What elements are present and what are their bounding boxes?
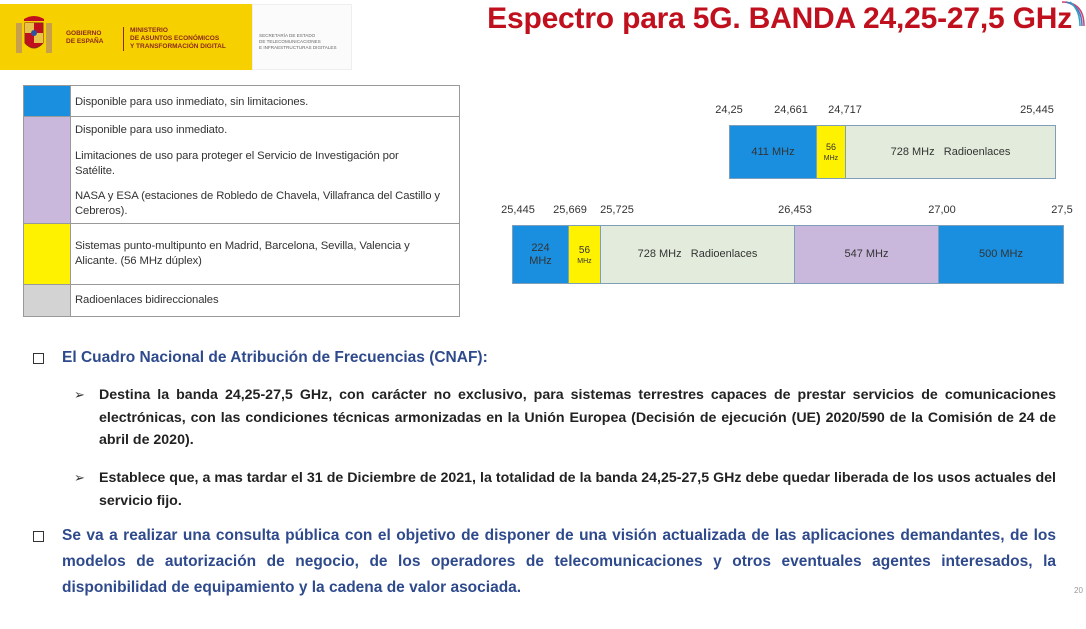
heading-consulta: Se va a realizar una consulta pública con el objetivo de disponer de una visión actualizada de las aplicaciones demandantes, de los modelos de autorización de negocio, de los operadores de telecomunicaciones y otros eventuales agentes interesados, la disponibilidad de equipamiento y la cadena de valor asociada. bbox=[62, 527, 1056, 596]
band2-tick: 25,725 bbox=[600, 204, 634, 216]
page-number: 20 bbox=[1074, 586, 1083, 595]
logo-gov-text bbox=[66, 30, 103, 46]
segment-label: MHz bbox=[823, 155, 839, 162]
legend-text: Disponible para uso inmediato. bbox=[75, 124, 228, 136]
legend-text: Radioenlaces bidireccionales bbox=[75, 294, 219, 306]
logo-ministry-line-3: Y TRANSFORMACIÓN DIGITAL bbox=[130, 43, 226, 50]
band1-tick: 24,25 bbox=[715, 104, 743, 116]
band2-segment-224 bbox=[512, 225, 569, 284]
legend-text: Limitaciones de uso para proteger el Servicio de Investigación por Satélite. bbox=[75, 150, 399, 177]
logo-ministry-line-2: DE ASUNTOS ECONÓMICOS bbox=[130, 35, 220, 42]
page-title: Espectro para 5G. BANDA 24,25-27,5 GHz bbox=[487, 2, 1072, 35]
band2-tick: 25,445 bbox=[501, 204, 535, 216]
legend-row bbox=[24, 285, 459, 316]
segment-label: 56 bbox=[578, 244, 591, 256]
band1-tick: 25,445 bbox=[1020, 104, 1054, 116]
legend-swatch-lilac bbox=[24, 117, 71, 223]
logo-gov-line-2: DE ESPAÑA bbox=[66, 38, 104, 45]
band1-segment-411 bbox=[729, 125, 817, 179]
bullet-paragraph-2: Establece que, a mas tardar el 31 de Diciembre de 2021, la totalidad de la banda 24,25-27,5 GHz debe quedar liberada de los usos actuales del servicio fijo. bbox=[99, 470, 1056, 509]
legend-swatch-blue bbox=[24, 86, 71, 116]
band2-segment-500 bbox=[938, 225, 1064, 284]
band2-tick: 27,5 bbox=[1051, 204, 1073, 216]
band2-tick: 25,669 bbox=[553, 204, 587, 216]
legend-row bbox=[24, 117, 459, 224]
logo-secretaria-panel bbox=[252, 4, 352, 70]
coat-of-arms-icon bbox=[12, 13, 56, 59]
legend-text: NASA y ESA (estaciones de Robledo de Chavela, Villafranca del Castillo y Cebreros). bbox=[75, 190, 440, 217]
band1-segment-728 bbox=[845, 125, 1056, 179]
segment-label: 500 MHz bbox=[978, 248, 1024, 260]
arrow-bullet-icon: ➢ bbox=[74, 387, 85, 402]
band1-tick: 24,717 bbox=[828, 104, 862, 116]
corner-decoration-icon bbox=[1058, 0, 1086, 30]
band2-segment-547 bbox=[794, 225, 939, 284]
band2-segment-56 bbox=[568, 225, 601, 284]
band1-segment-56 bbox=[816, 125, 846, 179]
logo-secretaria-line-2: DE TELECOMUNICACIONES bbox=[259, 39, 321, 44]
bullet-paragraph-1: Destina la banda 24,25-27,5 GHz, con carácter no exclusivo, para sistemas terrestres capaces de prestar servicios de comunicaciones electrónicas, con las condiciones técnicas armonizadas en la Unión Europea (Decisión de ejecución (UE) 2020/590 de la Comisión de 24 de abril de 2020). bbox=[99, 387, 1056, 448]
logo-secretaria-line-1: SECRETARÍA DE ESTADO bbox=[259, 33, 316, 38]
legend-text: Disponible para uso inmediato, sin limitaciones. bbox=[75, 96, 309, 108]
logo-ministry-line-1: MINISTERIO bbox=[130, 27, 168, 34]
legend-row bbox=[24, 86, 459, 117]
segment-label: 728 MHz Radioenlaces bbox=[637, 248, 758, 260]
legend-swatch-grey bbox=[24, 285, 71, 316]
segment-label: 411 MHz bbox=[751, 145, 795, 158]
band2-segment-728 bbox=[600, 225, 795, 284]
heading-cnaf: El Cuadro Nacional de Atribución de Frecuencias (CNAF): bbox=[62, 349, 488, 366]
logo-divider bbox=[123, 27, 124, 51]
checkbox-bullet-icon bbox=[33, 531, 44, 542]
government-logo bbox=[0, 0, 352, 72]
segment-label: 728 MHz Radioenlaces bbox=[890, 145, 1011, 158]
segment-label: 547 MHz bbox=[844, 248, 889, 260]
band1-tick: 24,661 bbox=[774, 104, 808, 116]
legend-text: Sistemas punto-multipunto en Madrid, Barcelona, Sevilla, Valencia y Alicante. (56 MHz dúplex) bbox=[75, 240, 410, 267]
checkbox-bullet-icon bbox=[33, 353, 44, 364]
segment-label: MHz bbox=[529, 254, 552, 267]
legend-row bbox=[24, 224, 459, 285]
logo-ministry-text bbox=[130, 27, 226, 51]
legend-swatch-yellow bbox=[24, 224, 71, 284]
band2-tick: 26,453 bbox=[778, 204, 812, 216]
logo-secretaria-line-3: E INFRAESTRUCTURAS DIGITALES bbox=[259, 45, 337, 50]
band2-tick: 27,00 bbox=[928, 204, 956, 216]
legend-table bbox=[23, 85, 460, 317]
logo-gov-line-1: GOBIERNO bbox=[66, 30, 102, 37]
segment-label: 56 bbox=[825, 142, 836, 152]
segment-label: MHz bbox=[577, 257, 592, 265]
arrow-bullet-icon: ➢ bbox=[74, 470, 85, 485]
segment-label: 224 bbox=[531, 241, 550, 254]
logo-secretaria-text bbox=[259, 33, 337, 51]
